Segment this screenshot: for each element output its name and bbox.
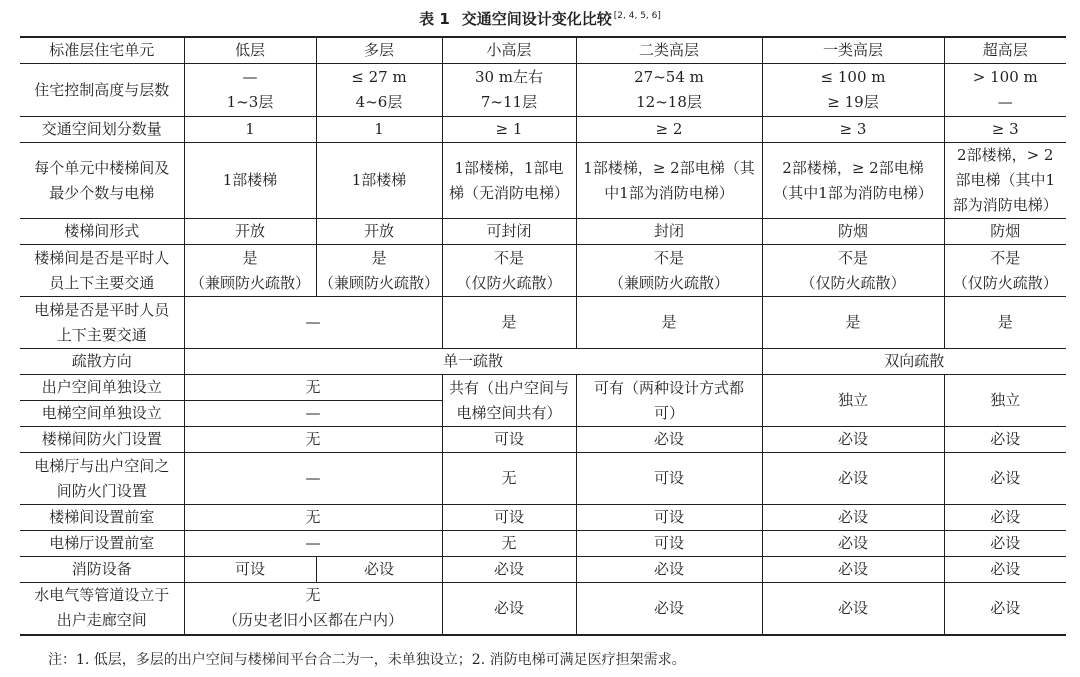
table-cell: 无 [184,375,442,401]
table-cell: 必设 [762,427,944,453]
table-cell: 是 [442,297,576,349]
table-cell: 可设 [442,427,576,453]
comparison-table [20,36,1066,636]
table-cell: 无 （历史老旧小区都在户内） [184,583,442,635]
table-cell: — [184,297,442,349]
header-low-rise: 低层 [184,37,316,64]
table-cell: 可封闭 [442,219,576,245]
table-cell: 单一疏散 [184,349,762,375]
table-cell: 1部楼梯，1部电 梯（无消防电梯） [442,143,576,219]
table-row [20,375,1066,401]
table-cell: — 1~3层 [184,64,316,117]
header-multi-storey: 多层 [316,37,442,64]
table-cell: 不是 （仅防火疏散） [762,245,944,297]
table-cell: 双向疏散 [762,349,1066,375]
table-cell: 必设 [944,427,1066,453]
table-cell: 必设 [944,531,1066,557]
table-cell: 无 [442,531,576,557]
table-cell: 必设 [576,557,762,583]
row-label: 楼梯间设置前室 [20,505,184,531]
table-cell: 2部楼梯，> 2 部电梯（其中1 部为消防电梯） [944,143,1066,219]
row-label: 电梯空间单独设立 [20,401,184,427]
table-cell: 必设 [762,557,944,583]
table-cell: 必设 [576,583,762,635]
row-label: 每个单元中楼梯间及 最少个数与电梯 [20,143,184,219]
table-cell: 必设 [316,557,442,583]
header-small-high-rise: 小高层 [442,37,576,64]
row-label: 消防设备 [20,557,184,583]
table-cell: 必设 [576,427,762,453]
table-cell: — [184,401,442,427]
table-cell: 防烟 [762,219,944,245]
row-label: 电梯是否是平时人员 上下主要交通 [20,297,184,349]
table-cell: 共有（出户空间与 电梯空间共有） [442,375,576,427]
table-number: 表 1 [419,10,450,28]
table-cell: 必设 [762,453,944,505]
row-label: 电梯厅与出户空间之 间防火门设置 [20,453,184,505]
table-cell: 不是 （仅防火疏散） [442,245,576,297]
table-cell: 1 [184,117,316,143]
table-cell: ≤ 27 m 4~6层 [316,64,442,117]
table-row [20,219,1066,245]
table-cell: 可有（两种设计方式都 可） [576,375,762,427]
table-cell: 必设 [944,583,1066,635]
table-title: 交通空间设计变化比较 [461,10,612,28]
table-cell: — [184,453,442,505]
table-cell: 可设 [442,505,576,531]
table-cell: 无 [184,505,442,531]
reference-marks: [2, 4, 5, 6] [613,11,661,21]
table-row [20,297,1066,349]
table-row [20,349,1066,375]
table-row [20,505,1066,531]
table-cell: 必设 [442,557,576,583]
table-row [20,245,1066,297]
header-class2-high-rise: 二类高层 [576,37,762,64]
table-cell: 必设 [944,505,1066,531]
table-cell: 可设 [184,557,316,583]
table-cell: 1部楼梯 [316,143,442,219]
table-cell: 开放 [184,219,316,245]
table-row [20,531,1066,557]
table-cell: 27~54 m 12~18层 [576,64,762,117]
row-label: 楼梯间形式 [20,219,184,245]
row-label: 出户空间单独设立 [20,375,184,401]
table-cell: 开放 [316,219,442,245]
table-row [20,37,1066,64]
table-cell: 是 （兼顾防火疏散） [316,245,442,297]
table-cell: 1部楼梯 [184,143,316,219]
table-row [20,117,1066,143]
table-caption [0,6,1080,29]
table-row [20,557,1066,583]
table-cell: 必设 [944,453,1066,505]
row-label: 楼梯间是否是平时人 员上下主要交通 [20,245,184,297]
row-label: 楼梯间防火门设置 [20,427,184,453]
table-cell: 是 [576,297,762,349]
table-cell: 必设 [762,583,944,635]
table-cell: 必设 [762,531,944,557]
header-super-high-rise: 超高层 [944,37,1066,64]
table-cell: ≥ 3 [762,117,944,143]
table-cell: 是 [944,297,1066,349]
table-cell: 2部楼梯，≥ 2部电梯 （其中1部为消防电梯） [762,143,944,219]
table-cell: 30 m左右 7~11层 [442,64,576,117]
row-label: 电梯厅设置前室 [20,531,184,557]
table-cell: ≤ 100 m ≥ 19层 [762,64,944,117]
table-row [20,427,1066,453]
table-cell: 无 [184,427,442,453]
row-label: 交通空间划分数量 [20,117,184,143]
table-cell: 不是 （兼顾防火疏散） [576,245,762,297]
table-cell: — [184,531,442,557]
table-cell: 可设 [576,453,762,505]
header-class1-high-rise: 一类高层 [762,37,944,64]
table-cell: 可设 [576,531,762,557]
table-cell: 可设 [576,505,762,531]
table-cell: 必设 [442,583,576,635]
header-row-label: 标准层住宅单元 [20,37,184,64]
table-cell: 独立 [762,375,944,427]
table-row [20,583,1066,635]
table-row [20,143,1066,219]
row-label: 水电气等管道设立于 出户走廊空间 [20,583,184,635]
table-cell: 独立 [944,375,1066,427]
row-label: 住宅控制高度与层数 [20,64,184,117]
table-row [20,453,1066,505]
table-row [20,64,1066,117]
table-cell: 1部楼梯，≥ 2部电梯（其 中1部为消防电梯） [576,143,762,219]
table-cell: 必设 [944,557,1066,583]
table-cell: 防烟 [944,219,1066,245]
table-cell: 1 [316,117,442,143]
table-cell: 封闭 [576,219,762,245]
row-label: 疏散方向 [20,349,184,375]
table-footnote: 注：1. 低层，多层的出户空间与楼梯间平台合二为一，未单独设立；2. 消防电梯可满足医疗担架需求。 [48,652,686,668]
table-cell: ≥ 2 [576,117,762,143]
table-cell: 是 [762,297,944,349]
table-cell: 是 （兼顾防火疏散） [184,245,316,297]
table-cell: ≥ 1 [442,117,576,143]
table-cell: 不是 （仅防火疏散） [944,245,1066,297]
table-cell: 无 [442,453,576,505]
table-cell: ≥ 3 [944,117,1066,143]
table-cell: > 100 m — [944,64,1066,117]
table-cell: 必设 [762,505,944,531]
